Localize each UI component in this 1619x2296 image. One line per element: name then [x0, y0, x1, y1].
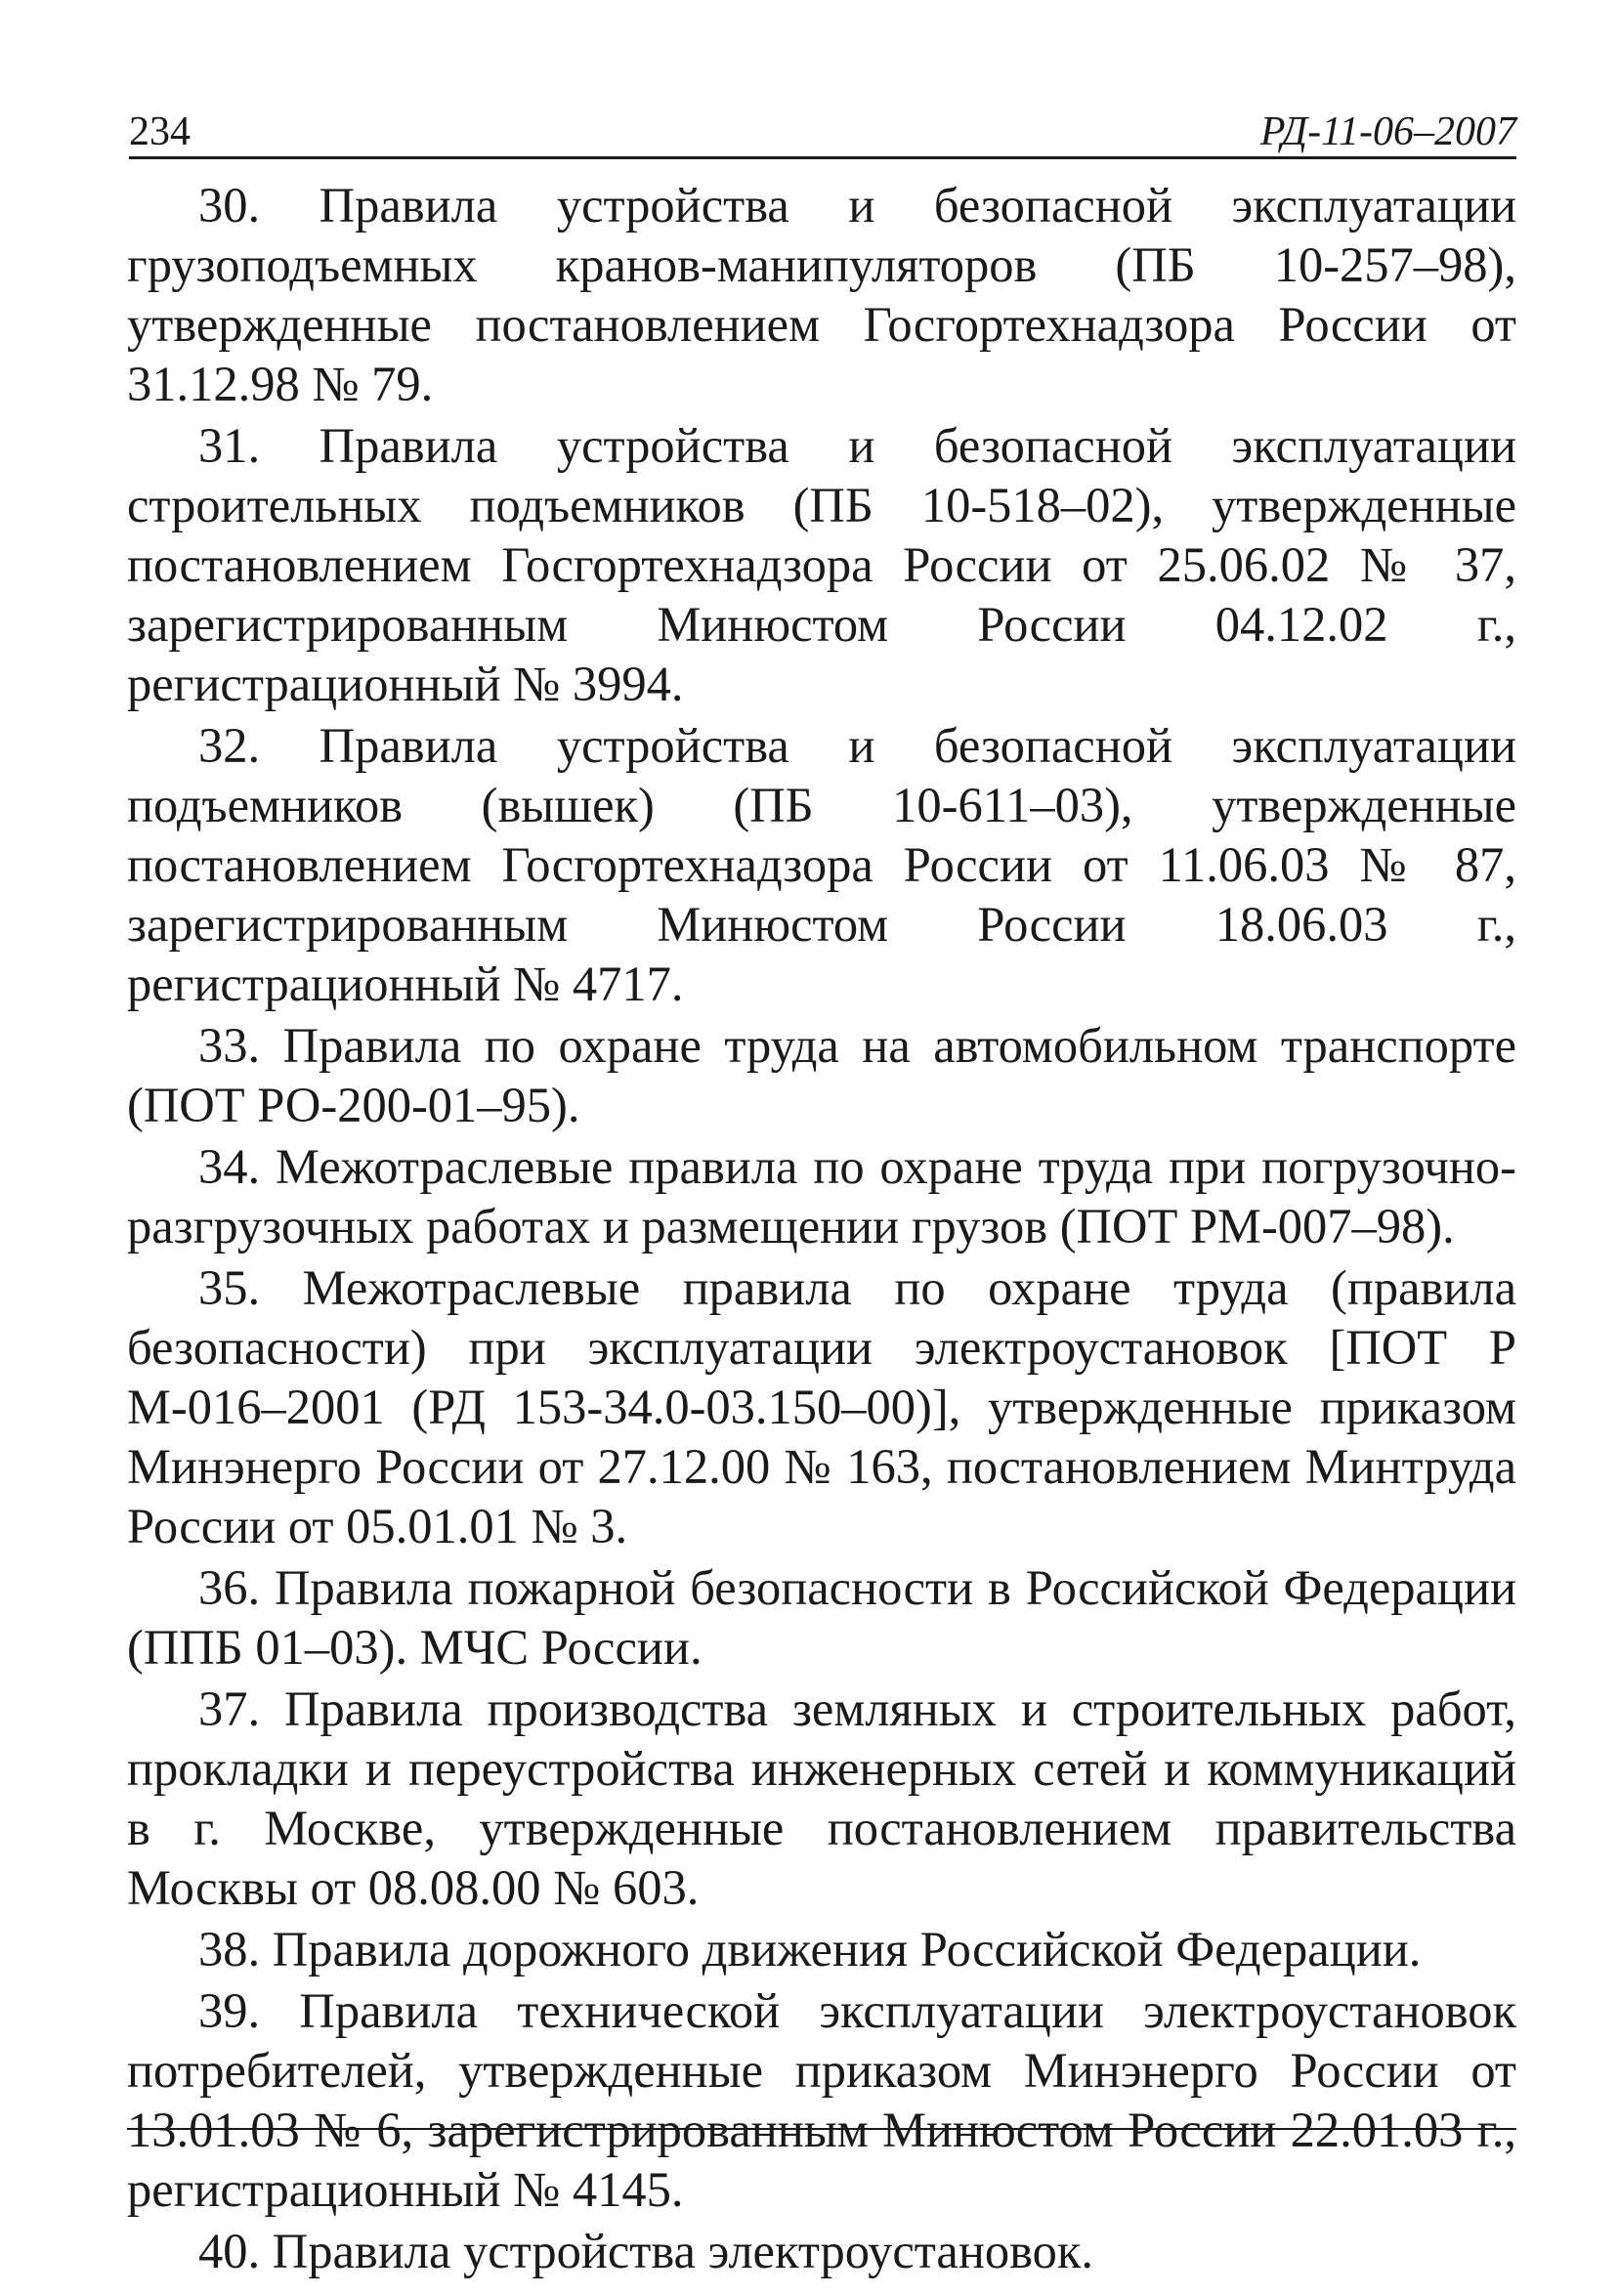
item-number: 38. [198, 1922, 261, 1977]
item-number: 30. [198, 178, 261, 233]
item-number: 40. [198, 2224, 261, 2278]
list-item [127, 1137, 1516, 1258]
list-item [127, 1679, 1516, 1920]
item-text: Правила производства земляных и строительных работ, прокладки и переустройства инженерных сетей и коммуникаций в г. Москве, утвержденные постановлением правительства Москвы от 08.08.00 № 603. [127, 1681, 1517, 1915]
item-text: Правила устройства электроустановок. [272, 2224, 1094, 2278]
list-item [127, 416, 1516, 716]
list-item [127, 1981, 1516, 2222]
item-number: 35. [198, 1260, 261, 1315]
item-text: Межотраслевые правила по охране труда (правила безопасности) при эксплуатации электроустановок [ПОТ Р М-016–2001 (РД 153-34.0-03.150–00)], утвержденные приказом Минэнерго России от 27.12.00 № 163, постановлением Минтруда России от 05.01.01 № 3. [127, 1260, 1517, 1553]
page-number: 234 [129, 109, 191, 154]
item-number: 32. [198, 718, 261, 773]
item-text: Правила устройства и безопасной эксплуатации подъемников (вышек) (ПБ 10-611–03), утвержденные постановлением Госгортехнадзора России от 11.06.03 № 87, зарегистрированным Минюстом России 18.06.03 г., регистрационный № 4717. [127, 718, 1517, 1011]
list-item [127, 716, 1516, 1016]
list-item [127, 1258, 1516, 1558]
list-item [127, 1920, 1516, 1981]
list-item [127, 2222, 1516, 2283]
item-text: Правила дорожного движения Российской Федерации. [272, 1922, 1422, 1977]
item-text: Правила устройства и безопасной эксплуатации грузоподъемных кранов-манипуляторов (ПБ 10-257–98), утвержденные постановлением Госгортехнадзора России от 31.12.98 № 79. [127, 178, 1517, 411]
footer-divider [127, 2128, 1516, 2130]
item-text: Правила по охране труда на автомобильном транспорте (ПОТ РО-200-01–95). [127, 1018, 1516, 1132]
running-header [129, 106, 1516, 159]
item-number: 39. [198, 1983, 261, 2038]
item-text: Межотраслевые правила по охране труда при погрузочно-разгрузочных работах и размещении грузов (ПОТ РМ-007–98). [127, 1139, 1517, 1254]
list-item [127, 1558, 1516, 1679]
document-code: РД-11-06–2007 [1259, 109, 1516, 154]
item-number: 33. [198, 1018, 261, 1073]
item-text: Правила пожарной безопасности в Российской Федерации (ППБ 01–03). МЧС России. [127, 1560, 1516, 1675]
list-item [127, 1016, 1516, 1137]
item-text: Правила технической эксплуатации электроустановок потребителей, утвержденные приказом Минэнерго России от 13.01.03 № 6, зарегистрированным Минюстом России 22.01.03 г., регистрационный № 4145. [127, 1983, 1516, 2217]
reference-list [127, 176, 1516, 2283]
item-number: 37. [198, 1681, 261, 1736]
item-number: 34. [198, 1139, 261, 1194]
item-text: Правила устройства и безопасной эксплуатации строительных подъемников (ПБ 10-518–02), утвержденные постановлением Госгортехнадзора России от 25.06.02 № 37, зарегистрированным Минюстом России 04.12.02 г., регистрационный № 3994. [127, 418, 1517, 711]
item-number: 36. [198, 1560, 261, 1615]
item-number: 31. [198, 418, 261, 473]
list-item [127, 176, 1516, 416]
